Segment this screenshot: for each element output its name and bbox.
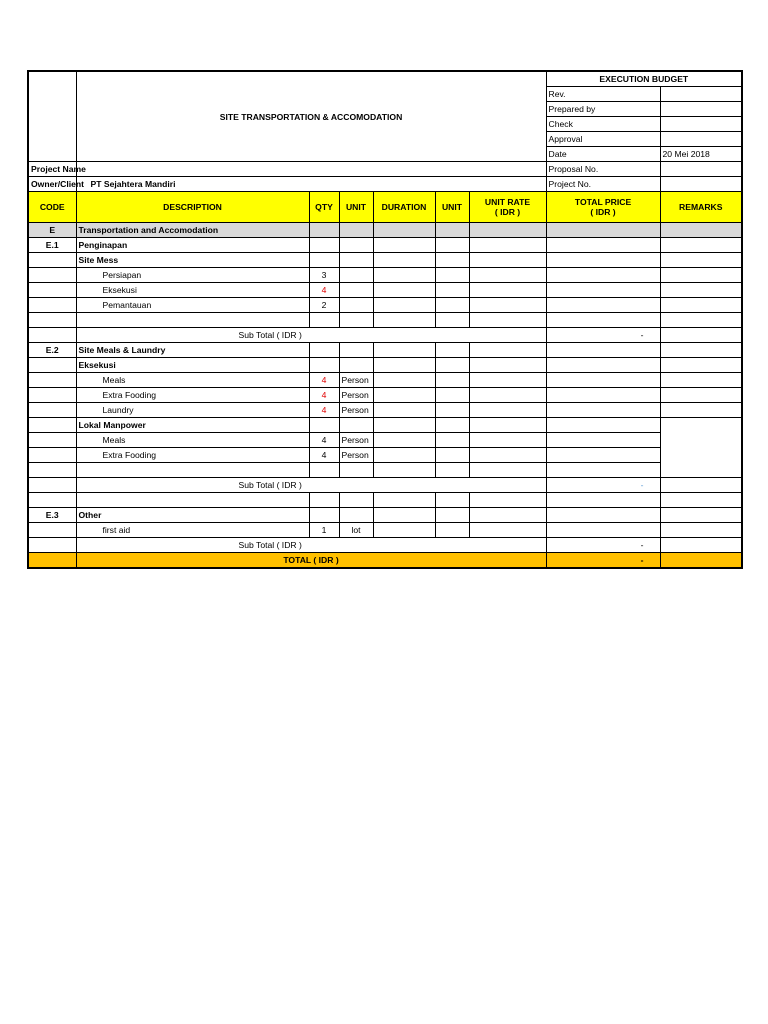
table-row: Lokal Manpower [28, 418, 742, 433]
table-row: E.1 Penginapan [28, 238, 742, 253]
approval-value[interactable] [660, 132, 742, 147]
total-row: TOTAL ( IDR ) - [28, 553, 742, 569]
table-row: first aid 1 lot [28, 523, 742, 538]
prepared-label: Prepared by [546, 102, 660, 117]
date-label: Date [546, 147, 660, 162]
col-unit-2: UNIT [435, 192, 469, 223]
table-row [28, 463, 742, 478]
col-unit-rate: UNIT RATE ( IDR ) [469, 192, 546, 223]
page-title: SITE TRANSPORTATION & ACCOMODATION [76, 71, 546, 162]
table-row: Eksekusi [28, 358, 742, 373]
date-value[interactable]: 20 Mei 2018 [660, 147, 742, 162]
table-row: Extra Fooding 4 Person [28, 448, 742, 463]
check-value[interactable] [660, 117, 742, 132]
table-row: Pemantauan 2 [28, 298, 742, 313]
col-qty: QTY [309, 192, 339, 223]
table-row: E.2 Site Meals & Laundry [28, 343, 742, 358]
table-row: Extra Fooding 4 Person [28, 388, 742, 403]
table-row: Eksekusi 4 [28, 283, 742, 298]
table-row: E.3 Other [28, 508, 742, 523]
col-code: CODE [28, 192, 76, 223]
col-description: DESCRIPTION [76, 192, 309, 223]
table-row: Meals 4 Person [28, 433, 742, 448]
prepared-value[interactable] [660, 102, 742, 117]
col-total-price: TOTAL PRICE ( IDR ) [546, 192, 660, 223]
owner-value[interactable]: PT Sejahtera Mandiri [76, 177, 546, 192]
rev-value[interactable] [660, 87, 742, 102]
execution-budget-table [27, 70, 743, 569]
table-row [28, 493, 742, 508]
subtotal-row: Sub Total ( IDR ) - [28, 538, 742, 553]
col-remarks: REMARKS [660, 192, 742, 223]
table-row: Persiapan 3 [28, 268, 742, 283]
check-label: Check [546, 117, 660, 132]
table-row: E Transportation and Accomodation [28, 223, 742, 238]
col-duration: DURATION [373, 192, 435, 223]
logo-cell [28, 71, 76, 162]
table-row: Meals 4 Person [28, 373, 742, 388]
table-row: Site Mess [28, 253, 742, 268]
project-no-label: Project No. [546, 177, 660, 192]
rev-label: Rev. [546, 87, 660, 102]
approval-label: Approval [546, 132, 660, 147]
budget-title: EXECUTION BUDGET [546, 71, 742, 87]
owner-label: Owner/Client [28, 177, 76, 192]
table-row: Laundry 4 Person [28, 403, 742, 418]
subtotal-row: Sub Total ( IDR ) - [28, 478, 742, 493]
project-no-value[interactable] [660, 177, 742, 192]
table-row [28, 313, 742, 328]
project-name-value[interactable] [76, 162, 546, 177]
project-name-label: Project Name [28, 162, 76, 177]
proposal-value[interactable] [660, 162, 742, 177]
proposal-label: Proposal No. [546, 162, 660, 177]
col-unit: UNIT [339, 192, 373, 223]
column-header-row [28, 192, 742, 223]
subtotal-row: Sub Total ( IDR ) - [28, 328, 742, 343]
